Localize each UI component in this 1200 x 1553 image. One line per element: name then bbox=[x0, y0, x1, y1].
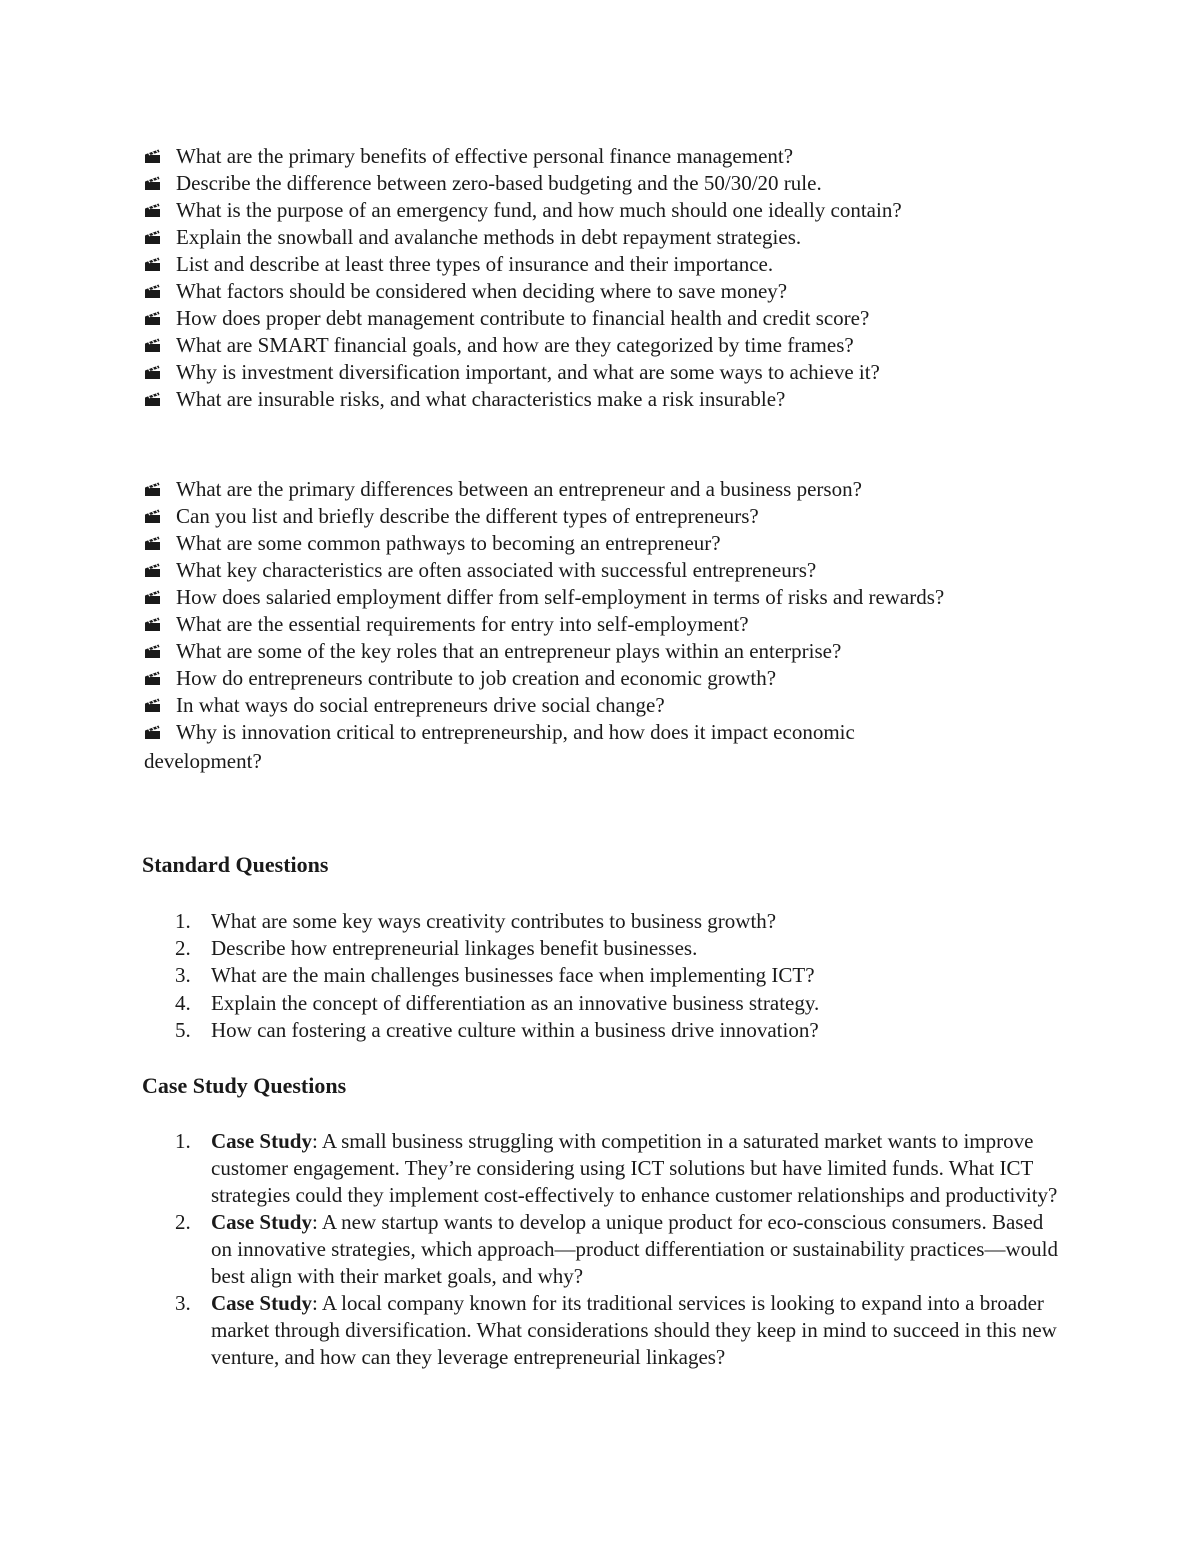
question-text: How do entrepreneurs contribute to job creation and economic growth? bbox=[176, 666, 777, 690]
list-item bbox=[144, 692, 1064, 719]
question-text: List and describe at least three types of insurance and their importance. bbox=[176, 252, 774, 276]
item-number: 3. bbox=[175, 1291, 191, 1315]
question-text: What are the main challenges businesses face when implementing ICT? bbox=[211, 963, 815, 988]
entrepreneur-question-list bbox=[144, 476, 1064, 775]
item-number: 1. bbox=[175, 1129, 191, 1153]
clapperboard-icon bbox=[144, 536, 161, 550]
case-study-label: Case Study bbox=[211, 1210, 312, 1234]
clapperboard-icon bbox=[144, 509, 161, 523]
clapperboard-icon bbox=[144, 257, 161, 271]
list-item bbox=[144, 251, 1064, 278]
question-text: What are some key ways creativity contributes to business growth? bbox=[211, 909, 777, 933]
question-text: What are the primary differences between an entrepreneur and a business person? bbox=[176, 477, 862, 501]
standard-question-list bbox=[142, 908, 1062, 1044]
list-item bbox=[144, 476, 1064, 503]
list-item bbox=[144, 278, 1064, 305]
clapperboard-icon bbox=[144, 644, 161, 658]
clapperboard-icon bbox=[144, 176, 161, 190]
clapperboard-icon bbox=[144, 617, 161, 631]
list-item bbox=[142, 935, 1062, 962]
question-text: Why is investment diversification important, and what are some ways to achieve it? bbox=[176, 360, 880, 384]
item-number: 1. bbox=[175, 909, 191, 933]
list-item bbox=[144, 638, 1064, 665]
case-study-label: Case Study bbox=[211, 1291, 312, 1315]
item-number: 5. bbox=[175, 1017, 191, 1042]
question-text: In what ways do social entrepreneurs drive social change? bbox=[176, 693, 665, 717]
list-item bbox=[142, 1290, 1061, 1371]
clapperboard-icon bbox=[144, 392, 161, 406]
item-number: 2. bbox=[175, 936, 191, 961]
question-text: Explain the concept of differentiation as an innovative business strategy. bbox=[211, 990, 820, 1015]
clapperboard-icon bbox=[144, 365, 161, 379]
question-text: : A new startup wants to develop a unique product for eco-conscious consumers. Based on innovative strategies, which approach—product differentiation or sustainability practices—would best align with their market goals, and why? bbox=[211, 1210, 1058, 1288]
question-text: Why is innovation critical to entrepreneurship, and how does it impact economic bbox=[176, 720, 855, 744]
item-number: 2. bbox=[175, 1210, 191, 1234]
clapperboard-icon bbox=[144, 149, 161, 163]
list-item bbox=[144, 719, 976, 775]
question-text: Explain the snowball and avalanche methods in debt repayment strategies. bbox=[176, 225, 802, 249]
list-item bbox=[144, 557, 1064, 584]
list-item bbox=[142, 1128, 1061, 1209]
list-item bbox=[144, 386, 1064, 413]
finance-question-list bbox=[144, 143, 1064, 413]
clapperboard-icon bbox=[144, 725, 161, 739]
clapperboard-icon bbox=[144, 671, 161, 685]
clapperboard-icon bbox=[144, 563, 161, 577]
list-item bbox=[144, 224, 1064, 251]
list-item bbox=[142, 962, 1062, 989]
question-text: What is the purpose of an emergency fund, and how much should one ideally contain? bbox=[176, 198, 902, 222]
list-item bbox=[142, 1017, 1062, 1044]
question-text: Can you list and briefly describe the different types of entrepreneurs? bbox=[176, 504, 759, 528]
question-text: How does salaried employment differ from self-employment in terms of risks and rewards? bbox=[176, 585, 945, 609]
list-item bbox=[142, 1209, 1061, 1290]
clapperboard-icon bbox=[144, 590, 161, 604]
question-text: What are SMART financial goals, and how are they categorized by time frames? bbox=[176, 333, 854, 357]
question-text: How does proper debt management contribute to financial health and credit score? bbox=[176, 306, 870, 330]
list-item bbox=[144, 197, 1064, 224]
clapperboard-icon bbox=[144, 203, 161, 217]
question-text-continued: development? bbox=[144, 749, 262, 773]
question-text: What factors should be considered when deciding where to save money? bbox=[176, 279, 788, 303]
clapperboard-icon bbox=[144, 230, 161, 244]
question-text: Describe how entrepreneurial linkages benefit businesses. bbox=[211, 936, 698, 961]
question-text: What are some common pathways to becoming an entrepreneur? bbox=[176, 531, 721, 555]
list-item bbox=[144, 611, 1064, 638]
case-study-label: Case Study bbox=[211, 1129, 312, 1153]
list-item bbox=[144, 305, 1064, 332]
clapperboard-icon bbox=[144, 482, 161, 496]
question-text: What key characteristics are often associated with successful entrepreneurs? bbox=[176, 558, 817, 582]
list-item bbox=[144, 665, 1064, 692]
question-text: What are insurable risks, and what characteristics make a risk insurable? bbox=[176, 387, 786, 411]
question-text: : A small business struggling with competition in a saturated market wants to improve customer engagement. They’re considering using ICT solutions but have limited funds. What ICT strategies could they implement cost-effectively to enhance customer relationships and productivity? bbox=[211, 1129, 1058, 1207]
question-text: What are the essential requirements for entry into self-employment? bbox=[176, 612, 749, 636]
clapperboard-icon bbox=[144, 284, 161, 298]
list-item bbox=[144, 143, 1064, 170]
item-number: 3. bbox=[175, 963, 191, 988]
section-heading-case-study: Case Study Questions bbox=[142, 1073, 347, 1098]
list-item bbox=[142, 990, 1062, 1017]
list-item bbox=[144, 359, 1064, 386]
question-text: What are the primary benefits of effective personal finance management? bbox=[176, 144, 794, 168]
question-text: How can fostering a creative culture within a business drive innovation? bbox=[211, 1017, 819, 1042]
list-item bbox=[142, 908, 1062, 935]
list-item bbox=[144, 503, 1064, 530]
question-text: Describe the difference between zero-based budgeting and the 50/30/20 rule. bbox=[176, 171, 822, 195]
clapperboard-icon bbox=[144, 698, 161, 712]
list-item bbox=[144, 584, 1064, 611]
list-item bbox=[144, 332, 1064, 359]
case-study-question-list bbox=[142, 1128, 1062, 1371]
list-item bbox=[144, 170, 1064, 197]
clapperboard-icon bbox=[144, 311, 161, 325]
clapperboard-icon bbox=[144, 338, 161, 352]
list-item bbox=[144, 530, 1064, 557]
item-number: 4. bbox=[175, 990, 191, 1015]
section-heading-standard: Standard Questions bbox=[142, 852, 329, 877]
question-text: : A local company known for its traditional services is looking to expand into a broader market through diversification. What considerations should they keep in mind to succeed in this new venture, and how can they leverage entrepreneurial linkages? bbox=[211, 1291, 1057, 1369]
question-text: What are some of the key roles that an entrepreneur plays within an enterprise? bbox=[176, 639, 842, 663]
